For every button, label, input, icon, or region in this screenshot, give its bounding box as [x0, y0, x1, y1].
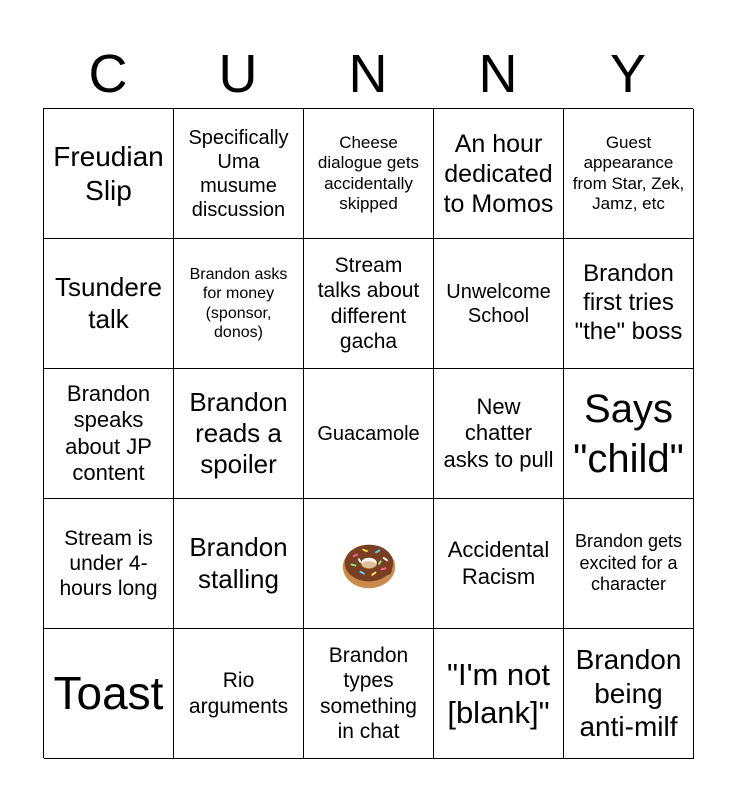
header-letter-y: Y [609, 44, 647, 104]
bingo-cell-under-4-hours[interactable]: Stream is under 4-hours long [44, 499, 174, 629]
bingo-cell-tsundere-talk[interactable]: Tsundere talk [44, 239, 174, 369]
bingo-cell-asks-for-money[interactable]: Brandon asks for money (sponsor, donos) [174, 239, 304, 369]
bingo-cell-excited-character[interactable]: Brandon gets excited for a character [564, 499, 694, 629]
bingo-cell-first-tries-boss[interactable]: Brandon first tries "the" boss [564, 239, 694, 369]
bingo-cell-cheese-dialogue[interactable]: Cheese dialogue gets accidentally skipped [304, 109, 434, 239]
bingo-cell-uma-musume[interactable]: Specifically Uma musume discussion [174, 109, 304, 239]
bingo-cell-different-gacha[interactable]: Stream talks about different gacha [304, 239, 434, 369]
bingo-cell-types-in-chat[interactable]: Brandon types something in chat [304, 629, 434, 759]
donut-icon [338, 533, 400, 595]
bingo-cell-unwelcome-school[interactable]: Unwelcome School [434, 239, 564, 369]
bingo-cell-anti-milf[interactable]: Brandon being anti-milf [564, 629, 694, 759]
bingo-cell-rio-arguments[interactable]: Rio arguments [174, 629, 304, 759]
bingo-cell-hour-momos[interactable]: An hour dedicated to Momos [434, 109, 564, 239]
header-letter-n1: N [348, 44, 388, 104]
bingo-cell-reads-spoiler[interactable]: Brandon reads a spoiler [174, 369, 304, 499]
bingo-cell-toast[interactable]: Toast [44, 629, 174, 759]
header-letter-c: C [88, 44, 128, 104]
header-letter-n2: N [478, 44, 518, 104]
bingo-cell-jp-content[interactable]: Brandon speaks about JP content [44, 369, 174, 499]
bingo-cell-stalling[interactable]: Brandon stalling [174, 499, 304, 629]
bingo-header [43, 40, 693, 108]
bingo-cell-guest-appearance[interactable]: Guest appearance from Star, Zek, Jamz, etc [564, 109, 694, 239]
bingo-cell-says-child[interactable]: Says "child" [564, 369, 694, 499]
bingo-cell-freudian-slip[interactable]: Freudian Slip [44, 109, 174, 239]
bingo-board [43, 108, 693, 758]
bingo-cell-guacamole[interactable]: Guacamole [304, 369, 434, 499]
bingo-cell-accidental-racism[interactable]: Accidental Racism [434, 499, 564, 629]
bingo-cell-free-space[interactable] [304, 499, 434, 629]
bingo-cell-im-not-blank[interactable]: "I'm not [blank]" [434, 629, 564, 759]
header-letter-u: U [218, 44, 258, 104]
bingo-cell-new-chatter[interactable]: New chatter asks to pull [434, 369, 564, 499]
